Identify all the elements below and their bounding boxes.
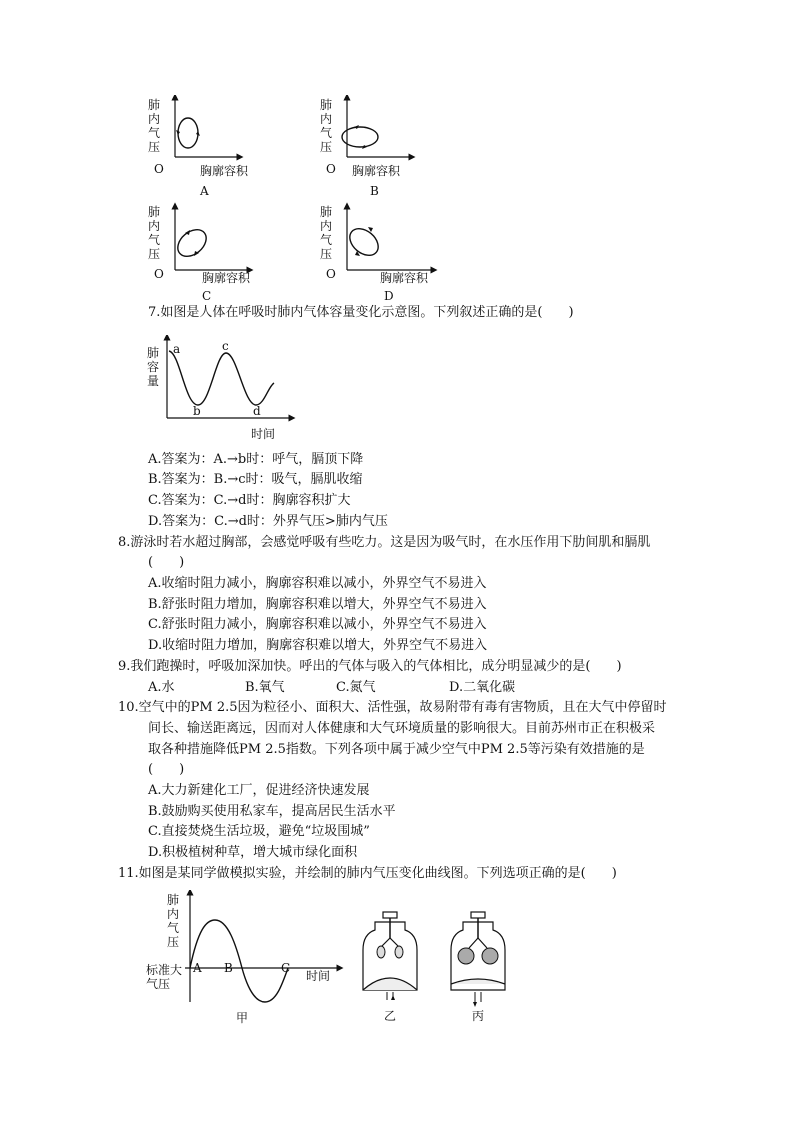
svg-text:容: 容 [147, 360, 160, 374]
svg-text:气: 气 [320, 233, 333, 247]
q11-baseline-label-1: 标准大 [146, 963, 183, 977]
fig6-a-ylabel-1: 肺 [148, 98, 161, 112]
svg-text:肺: 肺 [167, 893, 180, 907]
q11-label-jia: 甲 [236, 1011, 249, 1025]
q11-label-yi: 乙 [384, 1009, 397, 1023]
svg-text:压: 压 [320, 247, 333, 261]
fig6-label-b: B [370, 184, 379, 198]
fig6-panel-c [140, 198, 280, 303]
svg-text:胸廓容积: 胸廓容积 [352, 164, 401, 178]
svg-text:内: 内 [148, 219, 161, 233]
svg-text:压: 压 [167, 935, 180, 949]
q11-point-a: A [193, 961, 202, 975]
q10-stem-1: 10.空气中的PM 2.5因为粒径小、面积大、活性强，故易附带有毒有害物质，且在大气中停留时 [118, 700, 667, 715]
svg-text:O: O [154, 267, 164, 281]
q8-option-a: A.收缩时阻力减小，胸廓容积难以减小，外界空气不易进入 [148, 576, 487, 591]
svg-text:胸廓容积: 胸廓容积 [200, 164, 249, 178]
q11-label-bing: 丙 [472, 1009, 485, 1023]
q10-stem-4: ( ) [148, 762, 185, 777]
svg-text:O: O [326, 267, 336, 281]
svg-text:O: O [326, 162, 336, 176]
q7-option-c: C.答案为：C.→d时：胸廓容积扩大 [148, 493, 351, 508]
q9-option-c: C.氮气 [336, 680, 376, 695]
svg-text:内: 内 [320, 219, 333, 233]
fig6-label-c: C [202, 289, 212, 303]
svg-text:肺: 肺 [320, 205, 333, 219]
q11-point-c: C [281, 961, 291, 975]
svg-text:气: 气 [167, 921, 180, 935]
q8-option-c: C.舒张时阻力减小，胸廓容积难以减小，外界空气不易进入 [148, 617, 487, 632]
fig6-panel-b [312, 95, 452, 200]
svg-text:气: 气 [148, 126, 161, 140]
q9-option-a: A.水 [148, 680, 175, 695]
q9-option-d: D.二氧化碳 [449, 680, 516, 695]
svg-text:O: O [154, 162, 164, 176]
q8-option-d: D.收缩时阻力增加，胸廓容积难以增大，外界空气不易进入 [148, 638, 488, 653]
q10-option-d: D.积极植树种草，增大城市绿化面积 [148, 845, 358, 860]
fig6-panel-d [312, 198, 452, 303]
svg-text:肺: 肺 [148, 205, 161, 219]
q9-stem: 9.我们跑操时，呼吸加深加快。呼出的气体与吸入的气体相比，成分明显减少的是( ) [118, 659, 622, 674]
svg-text:压: 压 [148, 140, 161, 154]
svg-text:压: 压 [148, 247, 161, 261]
q11-chart-jia [140, 890, 350, 1030]
q7-point-d: d [253, 404, 261, 418]
fig6-label-a: A [200, 184, 209, 198]
q7-point-b: b [193, 404, 201, 418]
q8-stem: 8.游泳时若水超过胸部，会感觉呼吸有些吃力。这是因为吸气时，在水压作用下肋间肌和膈肌 [118, 535, 651, 550]
svg-text:时间: 时间 [251, 427, 276, 441]
q7-point-a: a [173, 342, 181, 356]
fig6-label-d: D [384, 289, 394, 303]
bell-jar-yi [355, 910, 425, 1025]
svg-text:量: 量 [147, 374, 160, 388]
q8-stem-paren: ( ) [148, 555, 185, 570]
svg-text:时间: 时间 [306, 969, 331, 983]
svg-text:气: 气 [148, 233, 161, 247]
svg-text:内: 内 [148, 112, 161, 126]
svg-text:气: 气 [320, 126, 333, 140]
q10-option-c: C.直接焚烧生活垃圾，避免“垃圾围城” [148, 824, 370, 839]
q7-chart [140, 335, 300, 445]
q9-option-b: B.氧气 [245, 680, 285, 695]
q7-stem: 7.如图是人体在呼吸时肺内气体容量变化示意图。下列叙述正确的是( ) [148, 305, 574, 320]
svg-text:肺: 肺 [320, 98, 333, 112]
q11-stem: 11.如图是某同学做模拟实验，并绘制的肺内气压变化曲线图。下列选项正确的是( ) [118, 866, 617, 881]
svg-text:内: 内 [320, 112, 333, 126]
svg-text:压: 压 [320, 140, 333, 154]
fig6-panel-a [140, 95, 280, 200]
q7-option-a: A.答案为：A.→b时：呼气，膈顶下降 [148, 452, 364, 467]
q8-option-b: B.舒张时阻力增加，胸廓容积难以增大，外界空气不易进入 [148, 597, 487, 612]
q7-option-d: D.答案为：C.→d时：外界气压>肺内气压 [148, 514, 388, 529]
q10-stem-2: 间长、输送距离远，因而对人体健康和大气环境质量的影响很大。目前苏州市正在积极采 [148, 721, 656, 736]
q11-point-b: B [224, 961, 233, 975]
svg-text:内: 内 [167, 907, 180, 921]
svg-text:胸廓容积: 胸廓容积 [380, 271, 429, 285]
svg-text:胸廓容积: 胸廓容积 [202, 271, 251, 285]
svg-text:肺: 肺 [147, 346, 160, 360]
q10-option-b: B.鼓励购买使用私家车，提高居民生活水平 [148, 804, 396, 819]
q7-option-b: B.答案为：B.→c时：吸气，膈肌收缩 [148, 472, 363, 487]
q10-stem-3: 取各种措施降低PM 2.5指数。下列各项中属于减少空气中PM 2.5等污染有效措施的是 [148, 742, 645, 757]
bell-jar-bing [443, 910, 513, 1025]
q7-point-c: c [222, 339, 229, 353]
q11-baseline-label-2: 气压 [146, 977, 171, 991]
q10-option-a: A.大力新建化工厂，促进经济快速发展 [148, 783, 370, 798]
